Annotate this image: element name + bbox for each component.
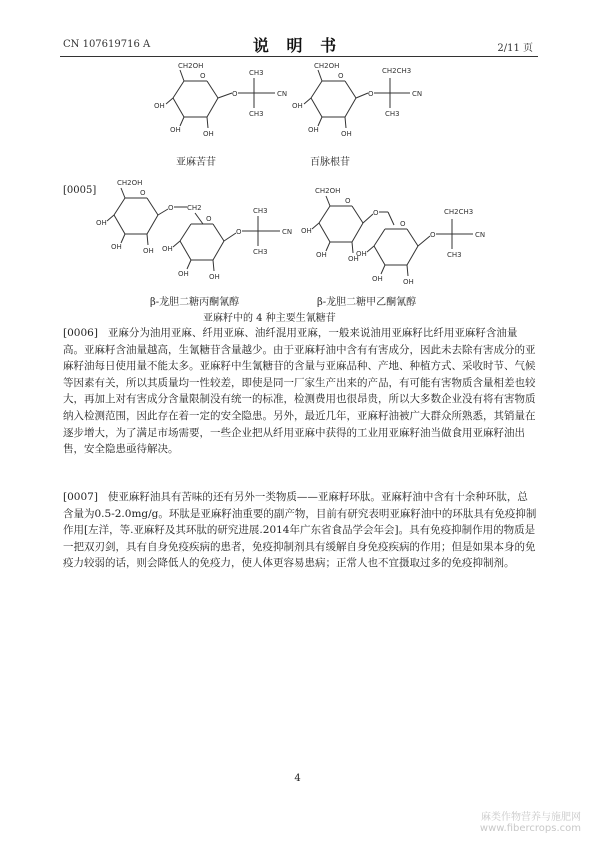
svg-text:OH: OH <box>292 102 303 110</box>
watermark-url: www.fibercrops.com <box>479 823 581 834</box>
watermark-site-name: 麻类作物营养与施肥网 <box>481 812 581 823</box>
svg-text:O: O <box>168 204 174 212</box>
svg-text:CH3: CH3 <box>249 69 264 77</box>
svg-text:OH: OH <box>348 255 359 263</box>
svg-text:O: O <box>345 197 351 205</box>
svg-text:OH: OH <box>301 227 312 235</box>
paragraph-text: 亚麻分为油用亚麻、纤用亚麻、油纤混用亚麻，一般来说油用亚麻籽比纤用亚麻籽含油量高。亚麻籽含油量越高，生氰糖苷含量越少。由于亚麻籽油中含有有害成分，因此未去除有害成分的亚麻籽油每日使用量不能太多。亚麻籽中生氰糖苷的含量与亚麻品种、产地、种植方式、采收时节、气候等因素有关，所以其质量均一性较差，即使是同一厂家生产出来的产品，有可能有害物质含量相差也较大，再加上对有害成分含量限制没有统一的标准，检测费用也很昂贵，所以大多数企业没有将有害物质纳入检测范围，因此存在着一定的安全隐患。另外，最近几年，亚麻籽油被广大群众所熟悉，其销量在逐步增大，为了满足市场需要，一些企业把从纤用亚麻中获得的工业用亚麻籽油当做食用亚麻籽油出售，安全隐患亟待解决。 <box>63 327 536 456</box>
svg-text:OH: OH <box>356 250 367 258</box>
svg-text:OH: OH <box>111 243 122 251</box>
svg-text:OH: OH <box>341 130 352 138</box>
paragraph-tag-0005: [0005] <box>63 185 97 196</box>
svg-text:O: O <box>338 72 344 80</box>
svg-text:O: O <box>430 231 436 239</box>
svg-text:O: O <box>236 228 242 236</box>
svg-text:CH3: CH3 <box>249 110 264 118</box>
neolinustatin-label: β-龙胆二糖甲乙酮氰醇 <box>317 297 417 308</box>
svg-text:OH: OH <box>372 275 383 283</box>
paragraph-text: 使亚麻籽油具有苦味的还有另外一类物质——亚麻籽环肽。亚麻籽油中含有十余种环肽，总含量为0.5-2.0mg/g。环肽是亚麻籽油重要的副产物，目前有研究表明亚麻籽油中的环肽具有免疫抑制作用[左洋，等.亚麻籽及其环肽的研究进展.2014年广东省食品学会年会]。具有免疫抑制作用的物质是一把双刃剑，具有自身免疫疾病的患者，免疫抑制剂具有缓解自身免疫疾病的作用；但是如果本身的免疫力较弱的话，则会降低人的免疫力，使人体更容易患病；正常人也不宜摄取过多的免疫抑制剂。 <box>63 491 537 570</box>
svg-text:CH2OH: CH2OH <box>315 187 341 195</box>
svg-text:CH3: CH3 <box>385 110 400 118</box>
svg-text:OH: OH <box>154 102 165 110</box>
svg-text:O: O <box>200 72 206 80</box>
svg-text:CH2CH3: CH2CH3 <box>444 208 474 216</box>
page-number: 4 <box>294 773 301 784</box>
svg-text:OH: OH <box>143 247 154 255</box>
svg-text:O: O <box>400 220 406 228</box>
svg-text:OH: OH <box>403 278 414 286</box>
svg-text:OH: OH <box>170 126 181 134</box>
patent-number: CN 107619716 A <box>63 39 151 50</box>
svg-text:CN: CN <box>412 90 423 98</box>
neolinustatin-structure <box>301 187 485 286</box>
linustatin-structure <box>96 179 292 281</box>
document-title: 说 明 书 <box>252 36 343 55</box>
svg-text:CH2OH: CH2OH <box>314 62 340 70</box>
svg-text:CH2CH3: CH2CH3 <box>382 67 412 75</box>
linamarin-structure <box>154 62 287 138</box>
linustatin-label: β-龙胆二糖丙酮氰醇 <box>150 297 240 308</box>
svg-text:OH: OH <box>162 245 173 253</box>
paragraph-number: [0007] <box>63 491 98 503</box>
paragraph-0006 <box>63 325 537 458</box>
svg-text:O: O <box>140 189 146 197</box>
svg-text:OH: OH <box>209 273 220 281</box>
svg-text:CH3: CH3 <box>253 207 268 215</box>
svg-text:CH3: CH3 <box>447 251 462 259</box>
svg-text:CH2OH: CH2OH <box>178 62 204 70</box>
paragraph-0007 <box>63 489 537 572</box>
svg-text:CH2OH: CH2OH <box>117 179 143 187</box>
svg-text:OH: OH <box>178 270 189 278</box>
page-indicator: 2/11 页 <box>497 43 533 54</box>
chemical-structures-figure <box>0 0 595 330</box>
svg-text:O: O <box>206 215 212 223</box>
paragraph-number: [0006] <box>63 327 98 339</box>
figure-caption: 亚麻籽中的 4 种主要生氰糖苷 <box>203 313 336 324</box>
svg-text:O: O <box>232 90 238 98</box>
svg-text:CN: CN <box>282 228 293 236</box>
svg-text:OH: OH <box>316 251 327 259</box>
svg-text:CH3: CH3 <box>253 248 268 256</box>
svg-text:OH: OH <box>203 130 214 138</box>
svg-text:O: O <box>373 209 379 217</box>
svg-text:OH: OH <box>308 126 319 134</box>
svg-text:CN: CN <box>475 231 486 239</box>
lotaustralin-label: 百脉根苷 <box>310 157 350 168</box>
svg-text:CH2: CH2 <box>187 204 202 212</box>
svg-text:CN: CN <box>277 90 288 98</box>
linamarin-label: 亚麻苦苷 <box>176 157 216 168</box>
svg-text:OH: OH <box>96 219 107 227</box>
svg-text:O: O <box>368 90 374 98</box>
lotaustralin-structure <box>292 62 422 138</box>
